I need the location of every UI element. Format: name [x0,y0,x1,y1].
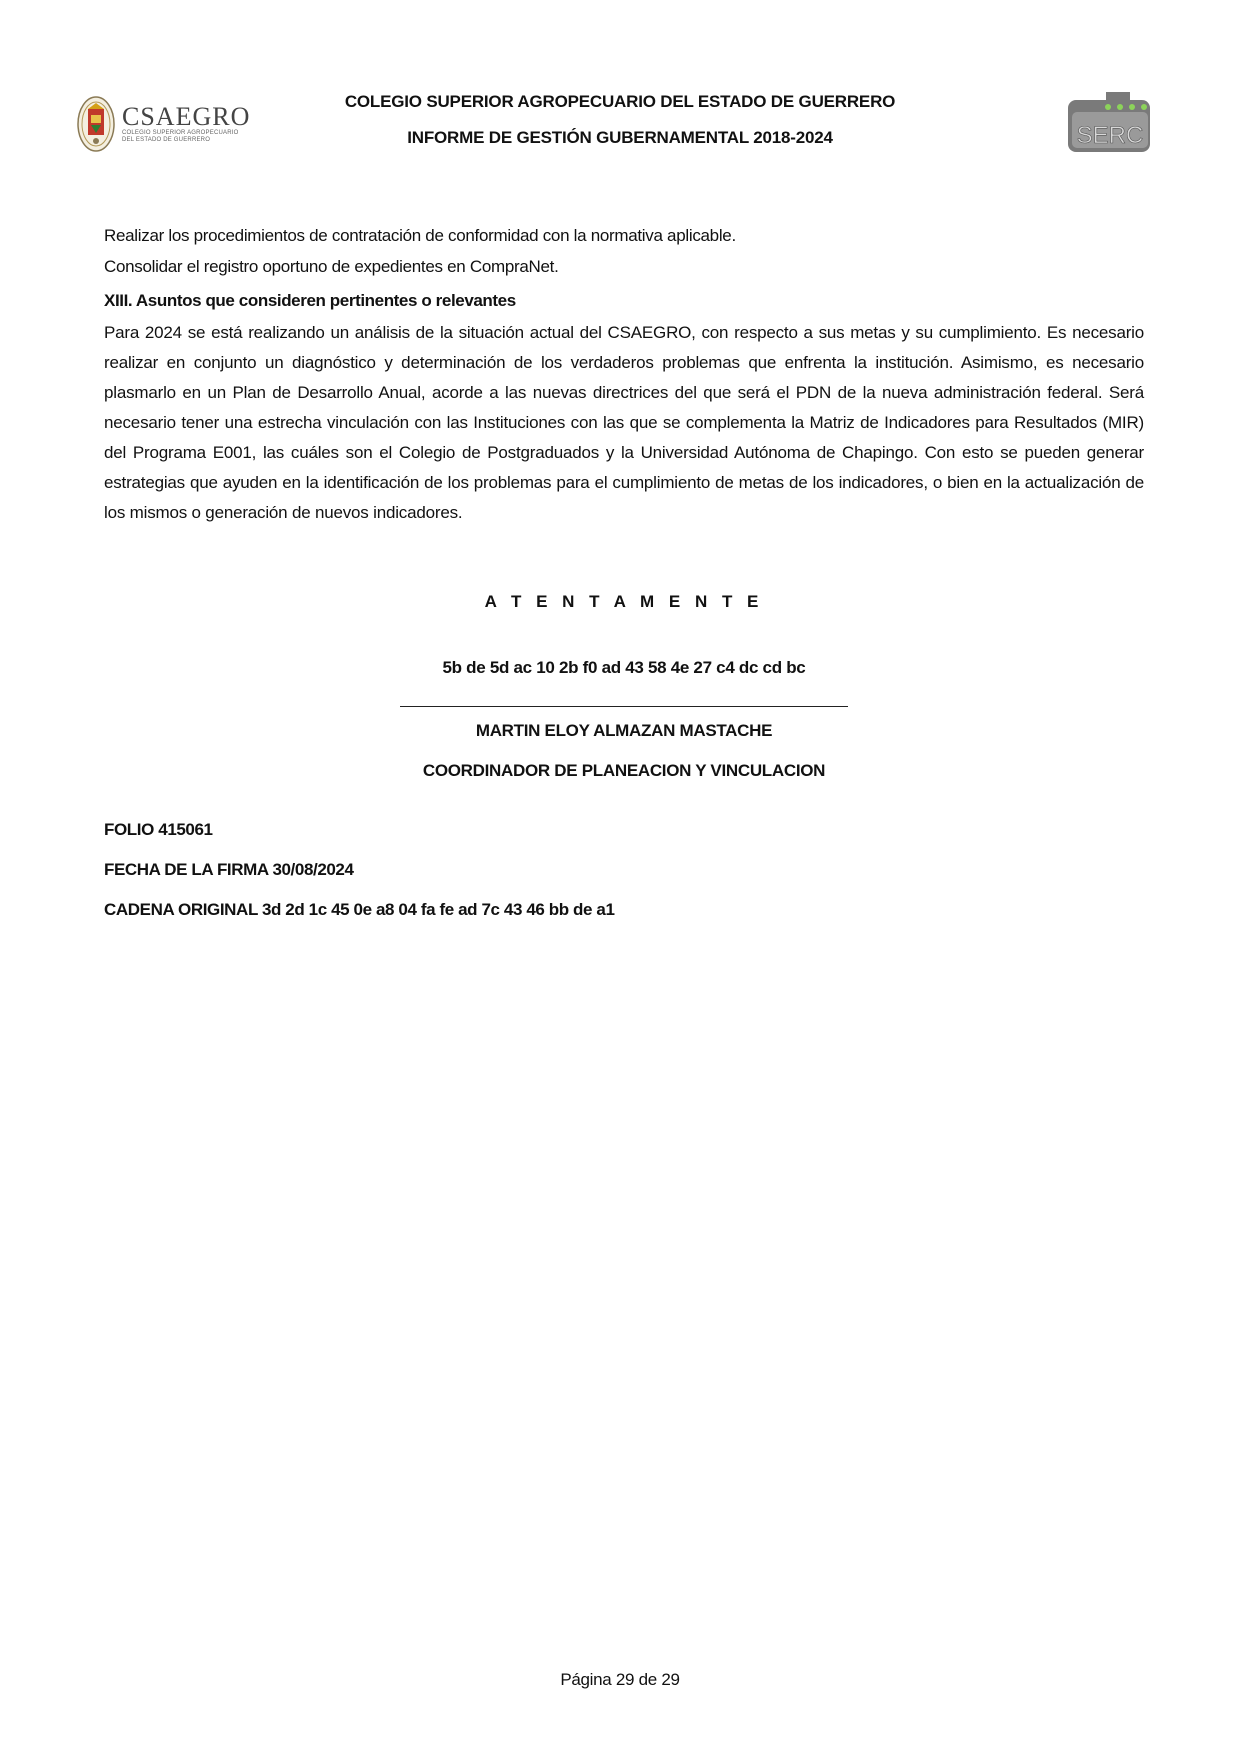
page-number: Página 29 de 29 [560,1670,680,1689]
signer-name: MARTIN ELOY ALMAZAN MASTACHE [475,721,773,740]
body-paragraph: Para 2024 se está realizando un análisis de la situación actual del CSAEGRO, con respecto a sus metas y su cumplimiento. Es necesario realizar en conjunto un diagnóstico y determinación de los verdaderos problemas que enfrenta la institución. Asimismo, es necesario plasmarlo en un Plan de Desarrollo Anual, acorde a las nuevas directrices del que será el PDN de la nueva administración federal. Será necesario tener una estrecha vinculación con las Instituciones con las que se complementa la Matriz de Indicadores para Resultados (MIR) del Programa E001, las cuáles son el Colegio de Postgraduados y la Universidad Autónoma de Chapingo. Con esto se pueden generar estrategias que ayuden en la identificación de los problemas para el cumplimiento de metas de los indicadores, o bien en la actualización de los mismos o generación de nuevos indicadores. [104,323,1144,522]
csaegro-logo [76,92,256,156]
logo-wordmark: CSAEGRO [122,102,251,131]
body-line: Consolidar el registro oportuno de expedientes en CompraNet. [104,257,559,276]
section-heading: XIII. Asuntos que consideren pertinentes o relevantes [104,291,516,310]
original-string: CADENA ORIGINAL 3d 2d 1c 45 0e a8 04 fa fe ad 7c 43 46 bb de a1 [104,900,615,919]
signature-date: FECHA DE LA FIRMA 30/08/2024 [104,860,354,879]
folio-number: FOLIO 415061 [104,820,213,839]
signature-line [400,706,848,707]
serc-device-icon [1066,88,1152,158]
signature-block [104,590,1144,783]
logo-subtitle-line2: DEL ESTADO DE GUERRERO [122,137,211,143]
serc-logo [1066,88,1152,158]
csaegro-crest-icon [76,95,116,153]
body-line: Realizar los procedimientos de contratación de conformidad con la normativa aplicable. [104,226,736,245]
logo-subtitle-line1: COLEGIO SUPERIOR AGROPECUARIO [122,130,239,136]
signature-hash: 5b de 5d ac 10 2b f0 ad 43 58 4e 27 c4 dc cd bc [442,658,806,677]
header-subtitle: INFORME DE GESTIÓN GUBERNAMENTAL 2018-2024 [407,128,833,147]
document-header [300,92,940,148]
header-title: COLEGIO SUPERIOR AGROPECUARIO DEL ESTADO DE GUERRERO [344,92,896,111]
serc-label: SERC [1076,122,1144,149]
signature-metadata [104,818,1144,938]
document-body [104,220,1144,528]
closing-salutation: A T E N T A M E N T E [484,592,764,611]
signer-role: COORDINADOR DE PLANEACION Y VINCULACION [422,761,826,780]
